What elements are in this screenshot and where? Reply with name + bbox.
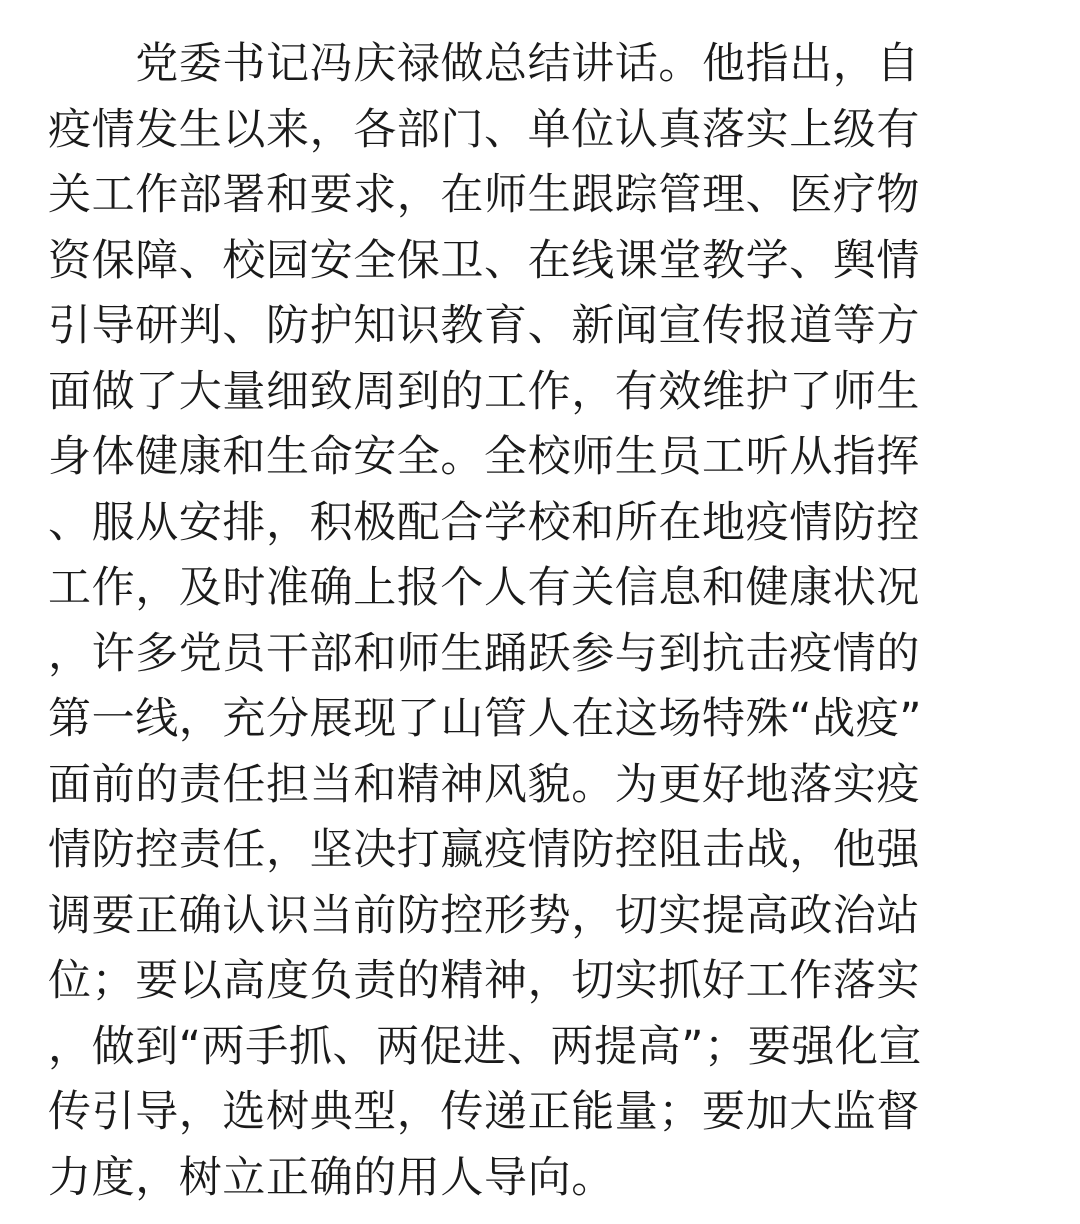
text-line: 传引导，选树典型，传递正能量；要加大监督: [48, 1087, 920, 1137]
text-line: 、服从安排，积极配合学校和所在地疫情防控: [48, 497, 920, 548]
text-line: 疫情发生以来，各部门、单位认真落实上级有: [48, 104, 920, 155]
text-line: ，许多党员干部和师生踊跃参与到抗击疫情的: [48, 628, 920, 679]
text-line: 党委书记冯庆禄做总结讲话。他指出，自: [48, 39, 920, 89]
text-line: 关工作部署和要求，在师生跟踪管理、医疗物: [48, 170, 920, 220]
text-line: 身体健康和生命安全。全校师生员工听从指挥: [48, 432, 920, 482]
summary-speech-paragraph: [48, 32, 1038, 1211]
text-line: 资保障、校园安全保卫、在线课堂教学、舆情: [48, 235, 920, 286]
text-line: 面做了大量细致周到的工作，有效维护了师生: [48, 366, 920, 417]
text-line: 引导研判、防护知识教育、新闻宣传报道等方: [48, 301, 920, 351]
text-line: 第一线，充分展现了山管人在这场特殊“战疫”: [48, 694, 923, 744]
text-line: 面前的责任担当和精神风貌。为更好地落实疫: [48, 759, 920, 810]
text-line: 调要正确认识当前防控形势，切实提高政治站: [48, 890, 920, 941]
text-line: ，做到“两手抓、两促进、两提高”；要强化宣: [48, 1021, 923, 1072]
text-line: 位；要以高度负责的精神，切实抓好工作落实: [48, 956, 920, 1006]
text-line: 情防控责任，坚决打赢疫情防控阻击战，他强: [48, 825, 920, 875]
text-line: 力度，树立正确的用人导向。: [48, 1152, 615, 1203]
text-line: 工作，及时准确上报个人有关信息和健康状况: [48, 563, 920, 613]
